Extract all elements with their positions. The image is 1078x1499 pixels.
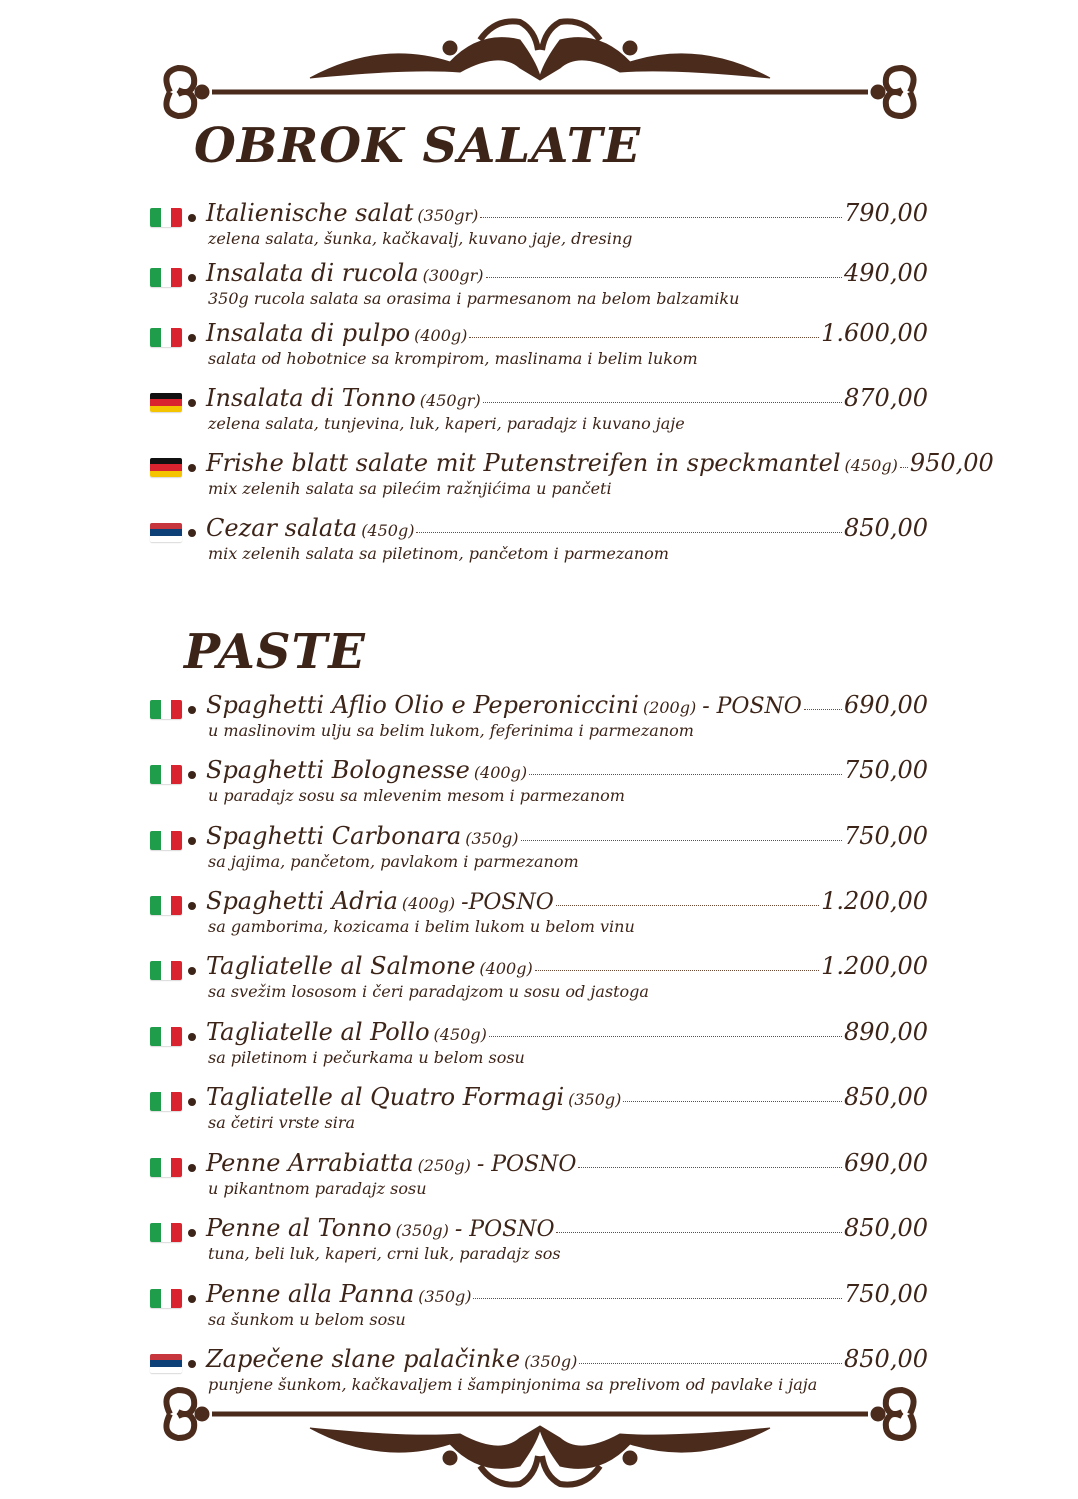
menu-item-fasting-tag: -POSNO <box>461 890 554 915</box>
menu-item-weight: (350gr) <box>417 206 479 225</box>
menu-item-price: 690,00 <box>844 691 928 719</box>
it-flag-icon <box>150 765 182 784</box>
bullet-icon <box>188 1033 196 1041</box>
menu-item-weight: (400g) <box>473 763 528 782</box>
menu-item-name: Spaghetti Adria <box>206 887 398 915</box>
menu-item <box>150 449 994 511</box>
bullet-icon <box>188 902 196 910</box>
menu-item-price: 750,00 <box>844 1280 928 1308</box>
menu-item <box>150 822 928 884</box>
menu-item-line <box>206 1214 928 1242</box>
menu-item-description: zelena salata, tunjevina, luk, kaperi, paradajz i kuvano jaje <box>208 414 685 433</box>
menu-item-line <box>206 319 928 347</box>
menu-item-line <box>206 514 928 542</box>
menu-item-name: Tagliatelle al Pollo <box>206 1018 430 1046</box>
menu-item-line <box>206 887 928 915</box>
it-flag-icon <box>150 328 182 347</box>
menu-item-line <box>206 756 928 784</box>
menu-item-weight: (400g) <box>414 326 468 345</box>
dot-leader <box>535 970 819 971</box>
menu-item-price: 690,00 <box>844 1149 928 1177</box>
menu-item-line <box>206 1345 928 1373</box>
menu-item-description: sa četiri vrste sira <box>208 1113 356 1132</box>
bullet-icon <box>188 706 196 714</box>
menu-item <box>150 259 928 321</box>
menu-item-price: 750,00 <box>844 822 928 850</box>
menu-item <box>150 514 928 576</box>
section-title-salads: OBROK SALATE <box>194 118 642 174</box>
bullet-icon <box>188 1295 196 1303</box>
dot-leader <box>579 1363 842 1364</box>
menu-item-price: 890,00 <box>844 1018 928 1046</box>
menu-item-line <box>206 259 928 287</box>
menu-item-line <box>206 384 928 412</box>
menu-item-name: Tagliatelle al Salmone <box>206 952 476 980</box>
menu-item-price: 870,00 <box>844 384 928 412</box>
menu-item-price: 750,00 <box>844 756 928 784</box>
dot-leader <box>556 1232 842 1233</box>
bottom-ornament-icon <box>150 1372 930 1492</box>
section-title-pasta: PASTE <box>184 624 366 680</box>
menu-item-price: 1.200,00 <box>821 887 928 915</box>
menu-item <box>150 887 928 949</box>
bullet-icon <box>188 967 196 975</box>
menu-item-name: Frishe blatt salate mit Putenstreifen in speckmantel <box>206 449 841 477</box>
bullet-icon <box>188 214 196 222</box>
dot-leader <box>486 277 842 278</box>
menu-item-weight: (350g) <box>568 1090 622 1109</box>
bullet-icon <box>188 464 196 472</box>
bullet-icon <box>188 274 196 282</box>
menu-item <box>150 756 928 818</box>
bullet-icon <box>188 1229 196 1237</box>
menu-item-description: u pikantnom paradajz sosu <box>208 1179 427 1198</box>
rs-flag-icon <box>150 1354 182 1373</box>
menu-item-description: salata od hobotnice sa krompirom, maslinama i belim lukom <box>208 349 698 368</box>
bullet-icon <box>188 1360 196 1368</box>
menu-item-line <box>206 952 928 980</box>
menu-item-fasting-tag: - POSNO <box>476 1152 577 1177</box>
de-flag-icon <box>150 393 182 412</box>
menu-item <box>150 1083 928 1145</box>
menu-item-description: mix zelenih salata sa piletinom, pančetom i parmezanom <box>208 544 669 563</box>
menu-item-line <box>206 449 994 477</box>
dot-leader <box>489 1036 842 1037</box>
menu-item-name: Spaghetti Bolognesse <box>206 756 470 784</box>
menu-item-weight: (400g) <box>479 959 533 978</box>
menu-item-fasting-tag: - POSNO <box>702 694 802 719</box>
menu-item-name: Zapečene slane palačinke <box>206 1345 521 1373</box>
menu-item-weight: (450g) <box>844 456 898 475</box>
menu-item-name: Insalata di rucola <box>206 259 419 287</box>
menu-item-line <box>206 822 928 850</box>
menu-item-weight: (450g) <box>433 1025 487 1044</box>
bullet-icon <box>188 334 196 342</box>
it-flag-icon <box>150 1092 182 1111</box>
dot-leader <box>578 1167 842 1168</box>
menu-item <box>150 199 928 261</box>
menu-item-price: 490,00 <box>844 259 928 287</box>
menu-item <box>150 691 928 753</box>
menu-item-price: 850,00 <box>844 1345 928 1373</box>
de-flag-icon <box>150 458 182 477</box>
menu-item-weight: (250g) <box>417 1156 471 1175</box>
menu-item-name: Spaghetti Aflio Olio e Peperoniccini <box>206 691 639 719</box>
menu-item <box>150 1214 928 1276</box>
bullet-icon <box>188 1098 196 1106</box>
it-flag-icon <box>150 831 182 850</box>
menu-item-name: Penne al Tonno <box>206 1214 392 1242</box>
rs-flag-icon <box>150 523 182 542</box>
menu-item-description: sa jajima, pančetom, pavlakom i parmezanom <box>208 852 579 871</box>
it-flag-icon <box>150 1158 182 1177</box>
menu-item-line <box>206 1018 928 1046</box>
menu-item-name: Tagliatelle al Quatro Formagi <box>206 1083 565 1111</box>
bullet-icon <box>188 771 196 779</box>
menu-item <box>150 1018 928 1080</box>
menu-item-description: zelena salata, šunka, kačkavalj, kuvano jaje, dresing <box>208 229 633 248</box>
dot-leader <box>556 905 819 906</box>
dot-leader <box>483 402 842 403</box>
menu-item-name: Spaghetti Carbonara <box>206 822 462 850</box>
menu-item-name: Insalata di Tonno <box>206 384 416 412</box>
bullet-icon <box>188 529 196 537</box>
menu-item-name: Cezar salata <box>206 514 358 542</box>
it-flag-icon <box>150 1223 182 1242</box>
menu-item-name: Penne Arrabiatta <box>206 1149 414 1177</box>
menu-item-weight: (350g) <box>418 1287 472 1306</box>
menu-item-weight: (400g) <box>401 894 456 913</box>
menu-item-price: 1.200,00 <box>821 952 928 980</box>
menu-item-weight: (450g) <box>361 521 415 540</box>
menu-item-line <box>206 691 928 719</box>
menu-item-description: 350g rucola salata sa orasima i parmesanom na belom balzamiku <box>208 289 740 308</box>
top-ornament-icon <box>150 10 930 130</box>
menu-item-line <box>206 1149 928 1177</box>
menu-item-description: mix zelenih salata sa pilećim ražnjićima u pančeti <box>208 479 612 498</box>
menu-item-description: u maslinovim ulju sa belim lukom, feferinima i parmezanom <box>208 721 694 740</box>
bullet-icon <box>188 837 196 845</box>
it-flag-icon <box>150 961 182 980</box>
menu-item-line <box>206 199 928 227</box>
bullet-icon <box>188 1164 196 1172</box>
it-flag-icon <box>150 1289 182 1308</box>
dot-leader <box>623 1101 842 1102</box>
menu-item-price: 950,00 <box>909 449 994 477</box>
dot-leader <box>473 1298 842 1299</box>
menu-item-weight: (350g) <box>395 1221 449 1240</box>
menu-item-description: sa šunkom u belom sosu <box>208 1310 406 1329</box>
menu-item <box>150 1149 928 1211</box>
menu-item-weight: (350g) <box>524 1352 578 1371</box>
it-flag-icon <box>150 896 182 915</box>
menu-item-price: 850,00 <box>844 1083 928 1111</box>
menu-item <box>150 319 928 381</box>
menu-item-description: sa gamborima, kozicama i belim lukom u belom vinu <box>208 917 635 936</box>
menu-item-description: u paradajz sosu sa mlevenim mesom i parmezanom <box>208 786 625 805</box>
it-flag-icon <box>150 700 182 719</box>
menu-item-weight: (300gr) <box>422 266 484 285</box>
dot-leader <box>900 467 908 468</box>
menu-item-line <box>206 1280 928 1308</box>
menu-item-description: tuna, beli luk, kaperi, crni luk, paradajz sos <box>208 1244 561 1263</box>
menu-item-description: sa svežim lososom i čeri paradajzom u sosu od jastoga <box>208 982 649 1001</box>
dot-leader <box>529 774 842 775</box>
it-flag-icon <box>150 208 182 227</box>
menu-item-weight: (200g) <box>642 698 697 717</box>
menu-item-price: 790,00 <box>844 199 928 227</box>
menu-item-weight: (450gr) <box>419 391 481 410</box>
menu-item-description: sa piletinom i pečurkama u belom sosu <box>208 1048 525 1067</box>
dot-leader <box>804 709 842 710</box>
menu-item-name: Insalata di pulpo <box>206 319 411 347</box>
menu-item-price: 850,00 <box>844 514 928 542</box>
menu-item <box>150 1280 928 1342</box>
dot-leader <box>480 217 842 218</box>
menu-item-price: 1.600,00 <box>821 319 928 347</box>
bullet-icon <box>188 399 196 407</box>
dot-leader <box>469 337 819 338</box>
menu-item-price: 850,00 <box>844 1214 928 1242</box>
menu-item-line <box>206 1083 928 1111</box>
menu-item-description: punjene šunkom, kačkavaljem i šampinjonima sa prelivom od pavlake i jaja <box>208 1375 818 1394</box>
menu-item-fasting-tag: - POSNO <box>454 1217 555 1242</box>
menu-item-name: Italienische salat <box>206 199 414 227</box>
it-flag-icon <box>150 268 182 287</box>
menu-item <box>150 952 928 1014</box>
dot-leader <box>416 532 842 533</box>
dot-leader <box>521 840 843 841</box>
menu-item-weight: (350g) <box>465 829 519 848</box>
menu-item-name: Penne alla Panna <box>206 1280 415 1308</box>
menu-item <box>150 384 928 446</box>
it-flag-icon <box>150 1027 182 1046</box>
